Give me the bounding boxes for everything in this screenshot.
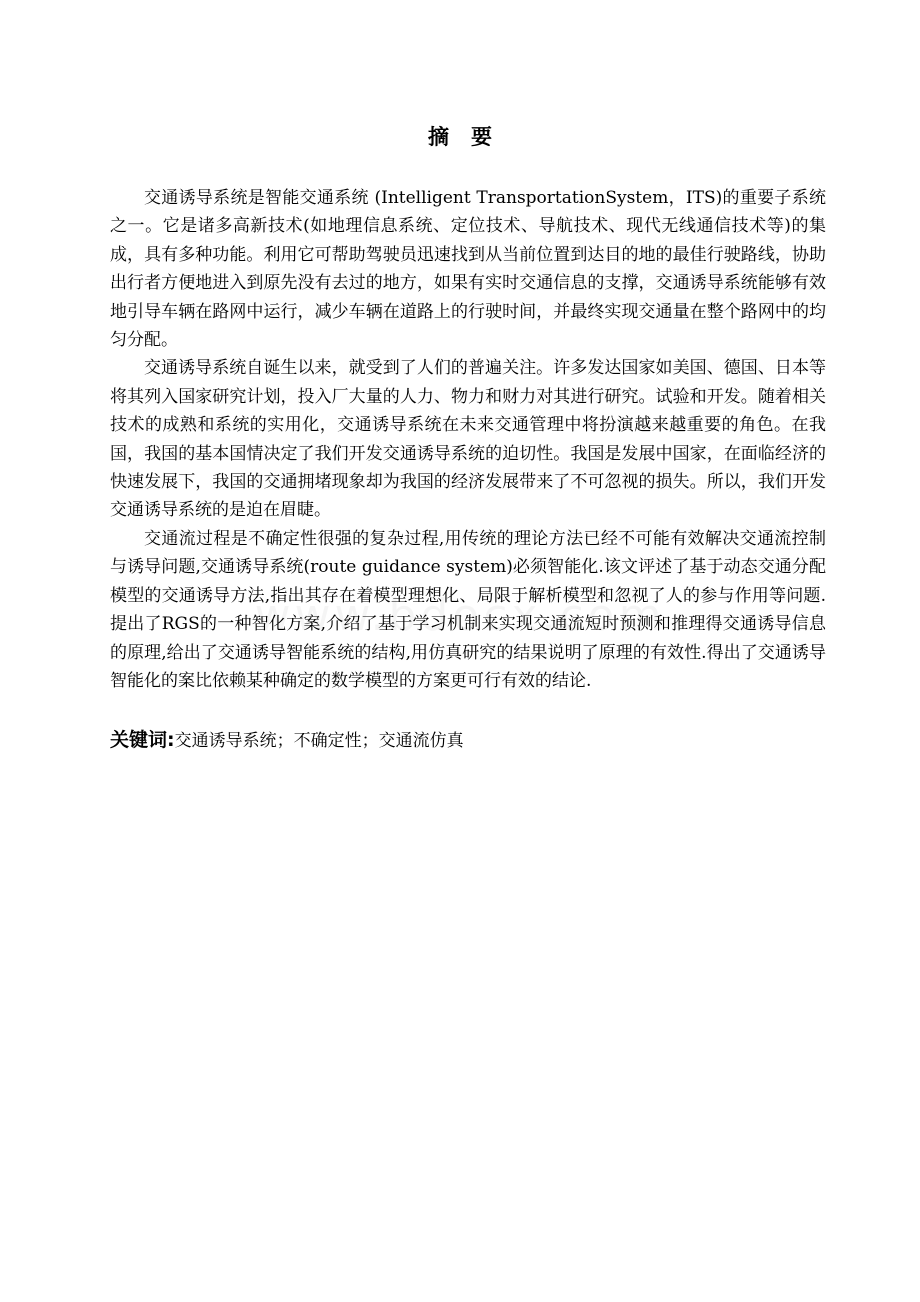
abstract-paragraph-3: 交通流过程是不确定性很强的复杂过程,用传统的理论方法已经不可能有效解决交通流控制与诱导问题,交通诱导系统(route guidance system)必须智能化.该文评述了基于动态交通分配模型的交通诱导方法,指出其存在着模型理想化、局限于解析模型和忽视了人的参与作用等问题.提出了RGS的一种智化方案,介绍了基于学习机制来实现交通流短时预测和推理得交通诱导信息的原理,给出了交通诱导智能系统的结构,用仿真研究的结果说明了原理的有效性.得出了交通诱导智能化的案比依赖某种确定的数学模型的方案更可行有效的结论. [110,528,826,691]
keywords-label: 关键词: [110,729,175,751]
abstract-paragraph-1: 交通诱导系统是智能交通系统 (Intelligent TransportationSystem，ITS)的重要子系统之一。它是诸多高新技术(如地理信息系统、定位技术、导航技术、现代无线通信技术等)的集成，具有多种功能。利用它可帮助驾驶员迅速找到从当前位置到达目的地的最佳行驶路线，协助出行者方便地进入到原先没有去过的地方，如果有实时交通信息的支撑，交通诱导系统能够有效地引导车辆在路网中运行，减少车辆在道路上的行驶时间，并最终实现交通量在整个路网中的均匀分配。 [110,188,826,351]
abstract-body [110,184,826,695]
keywords-line [110,725,826,756]
keywords-value: 交通诱导系统；不确定性；交通流仿真 [174,731,464,751]
abstract-title: 摘要 [428,125,514,149]
abstract-paragraph-2: 交通诱导系统自诞生以来，就受到了人们的普遍关注。许多发达国家如美国、德国、日本等将其列入国家研究计划，投入厂大量的人力、物力和财力对其进行研究。试验和开发。随着相关技术的成熟和系统的实用化，交通诱导系统在未来交通管理中将扮演越来越重要的角色。在我国，我国的基本国情决定了我们开发交通诱导系统的迫切性。我国是发展中国家，在面临经济的快速发展下，我国的交通拥堵现象却为我国的经济发展带来了不可忽视的损失。所以，我们开发交通诱导系统的是迫在眉睫。 [110,358,826,521]
